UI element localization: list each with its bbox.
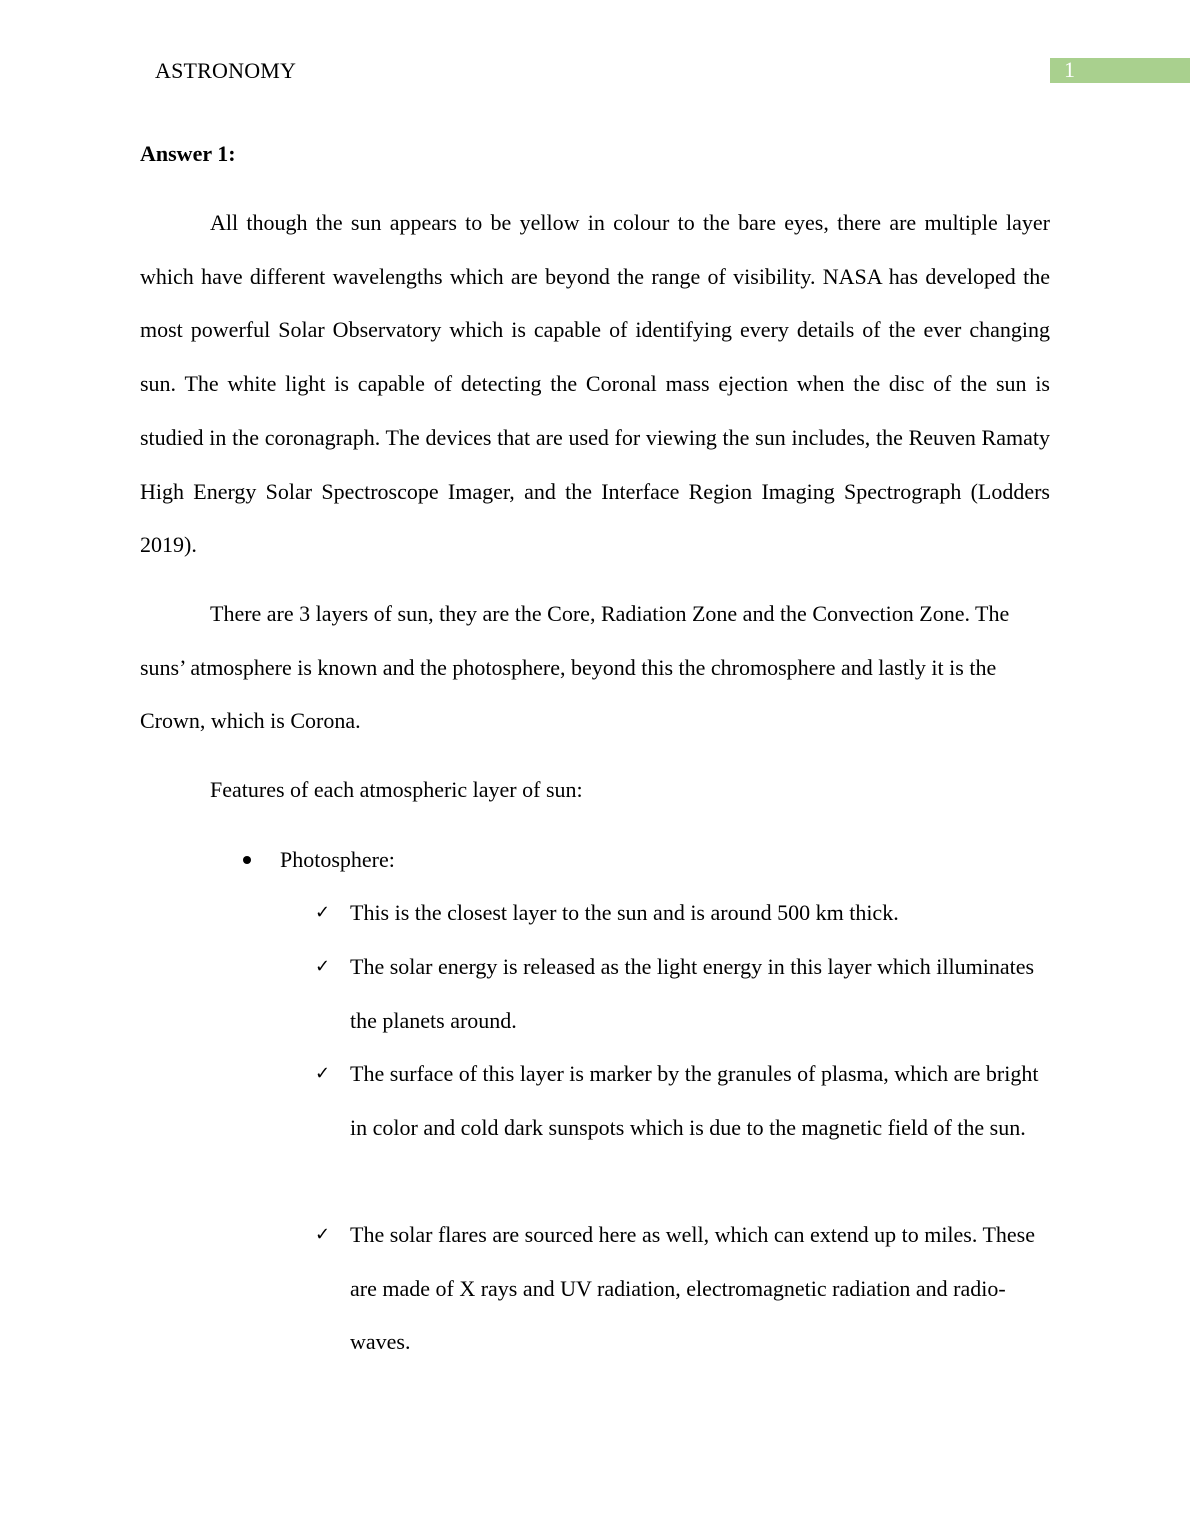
check-item-text: The solar energy is released as the light energy in this layer which illuminates the planets around.: [350, 954, 1035, 1033]
checkmark-icon: ✓: [315, 902, 331, 923]
bullet-label: Photosphere:: [280, 847, 395, 872]
check-item-text: This is the closest layer to the sun and is around 500 km thick.: [350, 900, 899, 925]
paragraph-features-intro: Features of each atmospheric layer of sun:: [210, 777, 583, 802]
paragraph-sun-observation: All though the sun appears to be yellow in colour to the bare eyes, there are multiple layer which have different wavelengths which are beyond the range of visibility. NASA has developed the most powerful Solar Observatory which is capable of identifying every details of the ever changing sun. The white light is capable of detecting the Coronal mass ejection when the disc of the sun is studied in the coronagraph. The devices that are used for viewing the sun includes, the Reuven Ramaty High Energy Solar Spectroscope Imager, and the Interface Region Imaging Spectrograph (Lodders 2019).: [140, 210, 1050, 558]
check-item-text: The surface of this layer is marker by the granules of plasma, which are bright in color and cold dark sunspots which is due to the magnetic field of the sun.: [350, 1061, 1039, 1140]
checkmark-icon: ✓: [315, 956, 331, 977]
page-number: 1: [1064, 57, 1075, 82]
page-number-box: [1050, 58, 1190, 83]
checkmark-icon: ✓: [315, 1063, 331, 1084]
bullet-dot-icon: [243, 856, 251, 864]
running-header-title: ASTRONOMY: [155, 58, 297, 83]
check-item-text: The solar flares are sourced here as well, which can extend up to miles. These are made of X rays and UV radiation, electromagnetic radiation and radio-waves.: [350, 1222, 1035, 1355]
paragraph-sun-layers: There are 3 layers of sun, they are the Core, Radiation Zone and the Convection Zone. The suns’ atmosphere is known and the photosphere, beyond this the chromosphere and lastly it is the Crown, which is Corona.: [140, 601, 1010, 734]
checkmark-icon: ✓: [315, 1224, 331, 1245]
answer-heading: Answer 1:: [140, 141, 236, 166]
